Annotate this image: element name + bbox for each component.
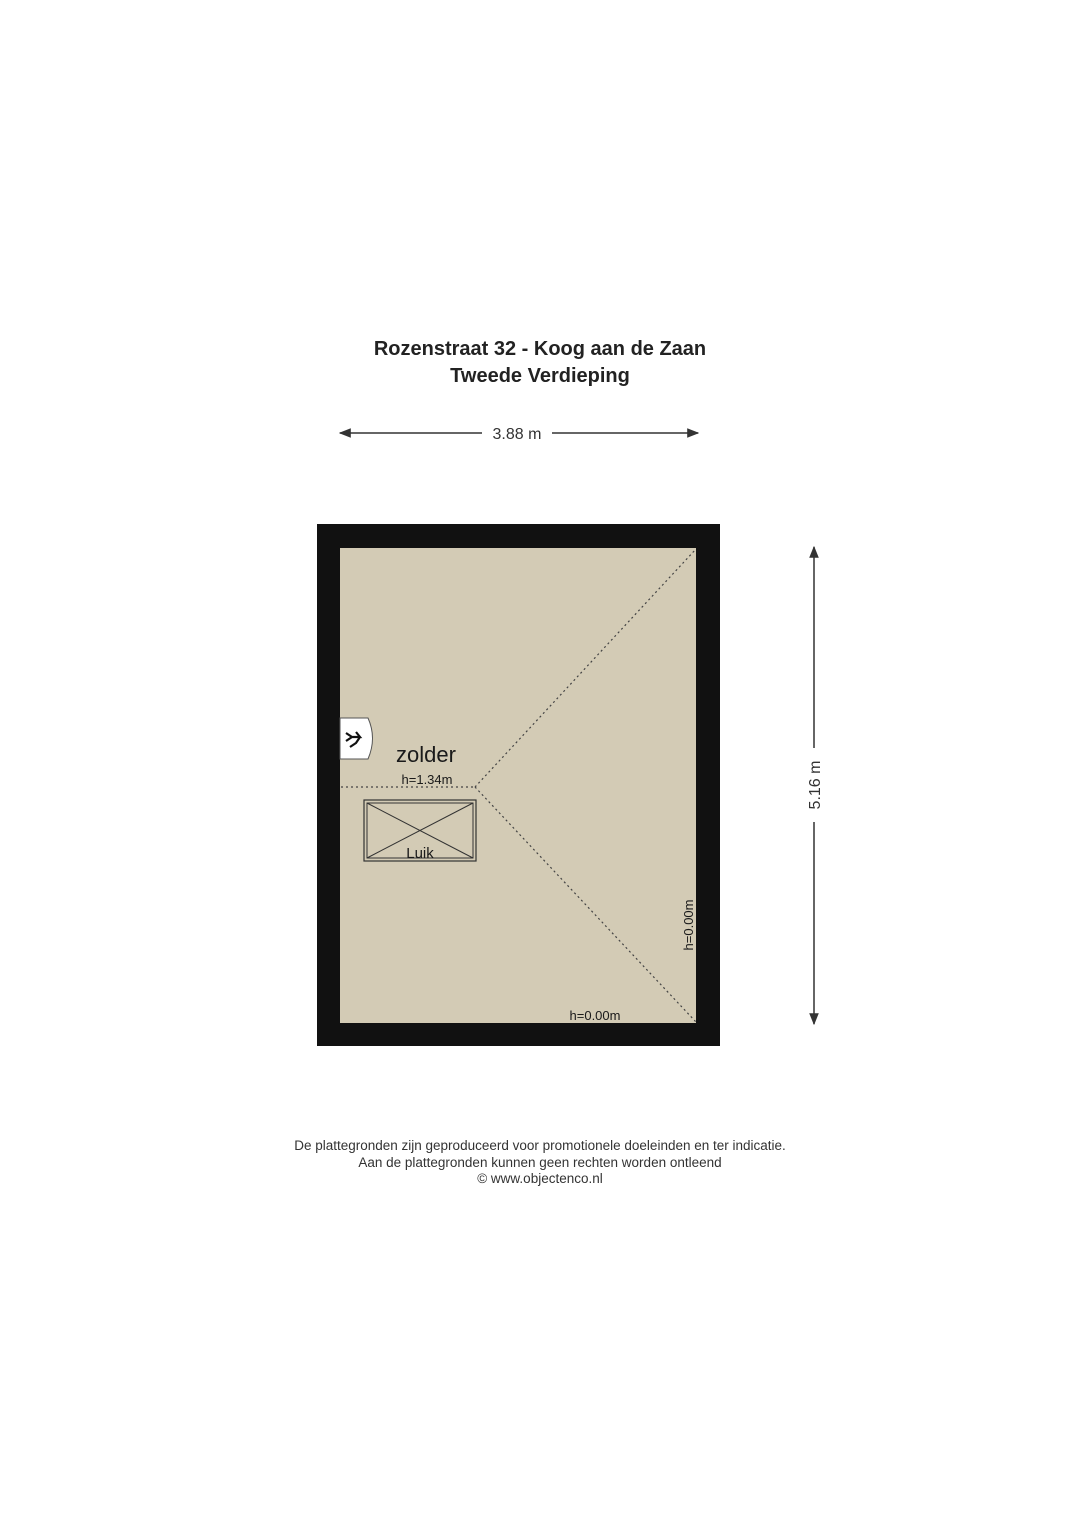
copyright-link[interactable]: © www.objectenco.nl: [477, 1171, 603, 1186]
disclaimer-line-1: De plattegronden zijn geproduceerd voor promotionele doeleinden en ter indicatie.: [294, 1138, 786, 1153]
depth-dimension: [807, 547, 824, 1024]
bottom-wall-height-label: h=0.00m: [569, 1008, 621, 1023]
width-label: 3.88 m: [492, 426, 542, 443]
right-wall-height-label: h=0.00m: [681, 899, 696, 951]
width-dimension: [340, 426, 698, 443]
room-name: zolder: [396, 742, 456, 767]
depth-label: 5.16 m: [807, 760, 824, 810]
disclaimer: [0, 1138, 1080, 1188]
disclaimer-line-2: Aan de plattegronden kunnen geen rechten worden ontleend: [358, 1154, 722, 1170]
room-height-label: h=1.34m: [401, 772, 453, 787]
hatch-label: Luik: [406, 845, 434, 862]
boiler-unit: [340, 718, 373, 759]
floor-title: Tweede Verdieping: [450, 365, 630, 387]
address-title: Rozenstraat 32 - Koog aan de Zaan: [373, 338, 707, 360]
room-floor: [340, 548, 696, 1023]
